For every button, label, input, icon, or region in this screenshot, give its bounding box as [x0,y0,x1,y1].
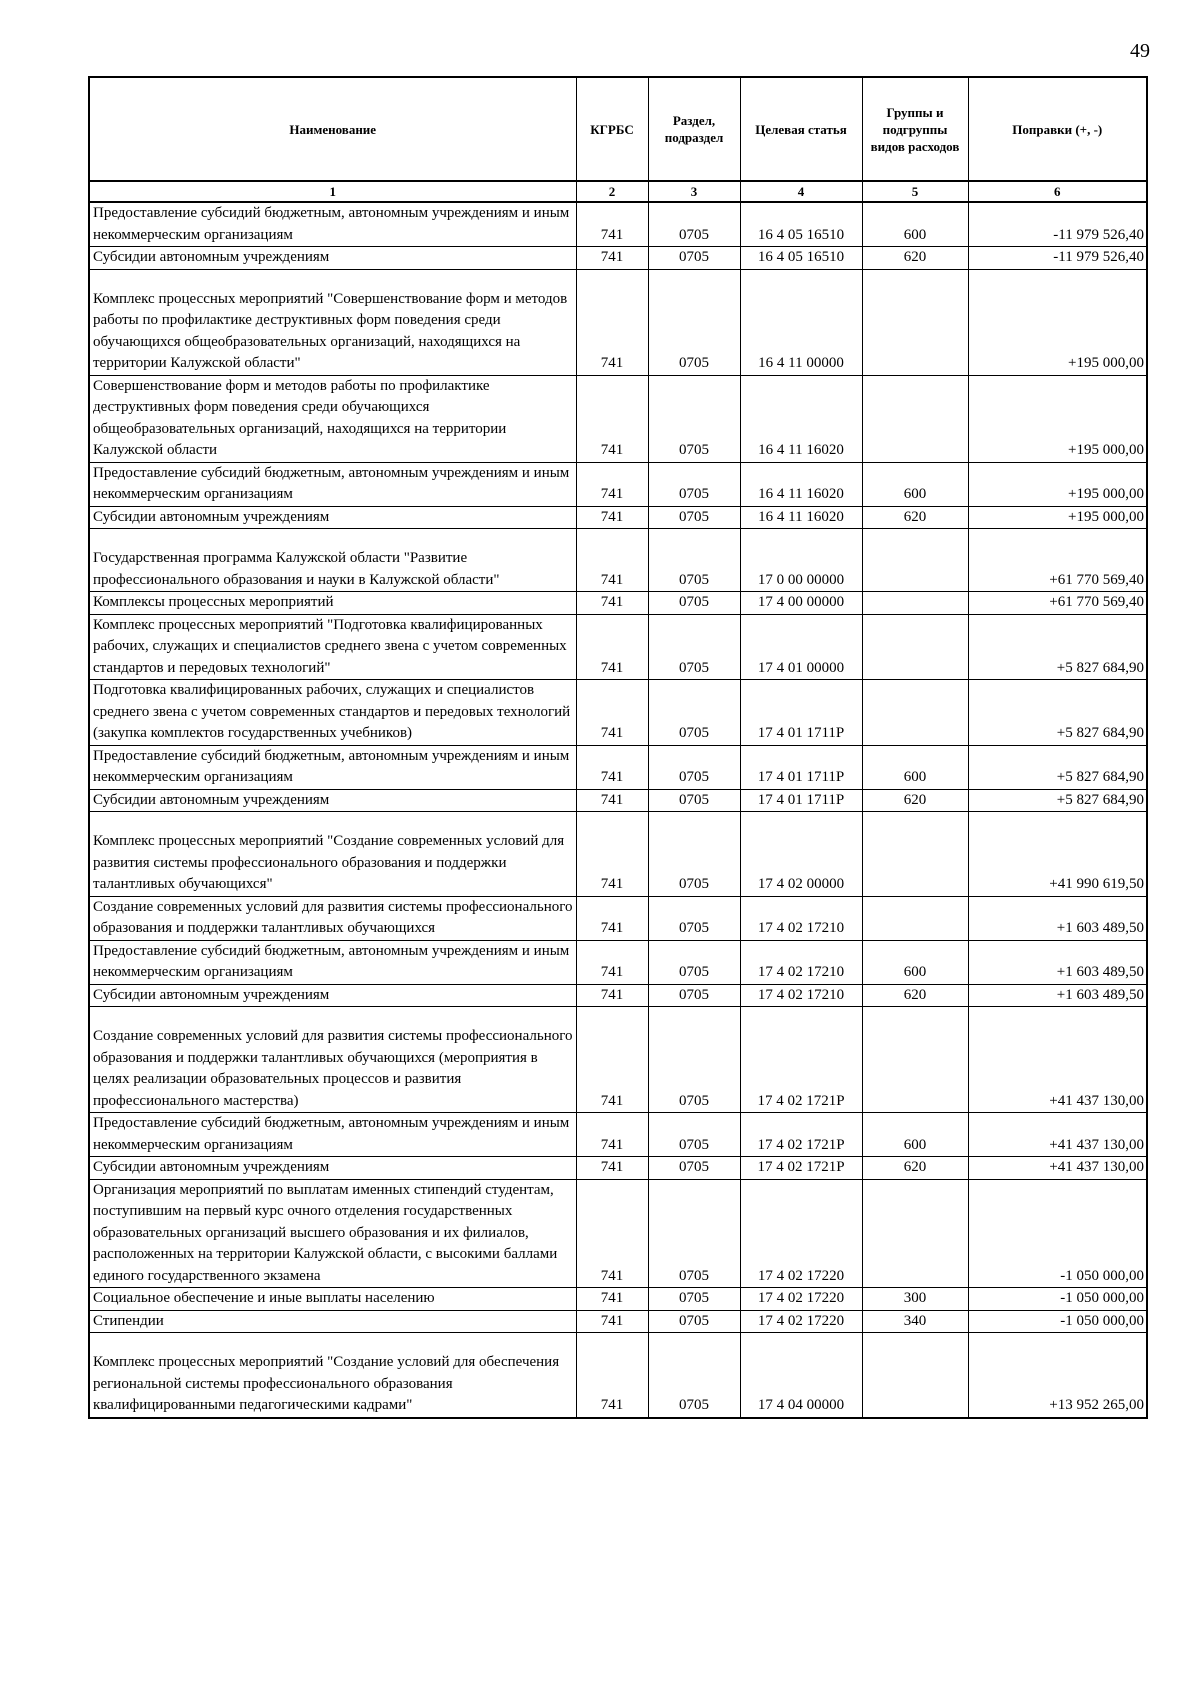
table-row [89,269,1147,375]
row-kgrbs: 741 [576,1157,648,1180]
row-kgrbs: 741 [576,1007,648,1113]
row-section: 0705 [648,529,740,592]
row-section: 0705 [648,1157,740,1180]
table-row [89,375,1147,462]
row-amount: +1 603 489,50 [968,896,1147,940]
table-row [89,984,1147,1007]
table-row [89,680,1147,746]
row-group [862,529,968,592]
header-groups: Группы и подгруппы видов расходов [862,77,968,181]
table-body [89,202,1147,1418]
row-name: Создание современных условий для развития системы профессионального образования и поддержки талантливых обучающихся (мероприятия в целях реализации образовательных процессов и развития профессионального мастерства) [89,1007,576,1113]
row-group: 620 [862,247,968,270]
row-target: 16 4 11 16020 [740,375,862,462]
row-target: 17 4 02 17220 [740,1288,862,1311]
row-kgrbs: 741 [576,812,648,897]
row-section: 0705 [648,506,740,529]
row-target: 16 4 11 16020 [740,462,862,506]
row-group: 600 [862,202,968,247]
row-section: 0705 [648,269,740,375]
row-group: 620 [862,506,968,529]
row-amount: +5 827 684,90 [968,789,1147,812]
row-amount: +195 000,00 [968,375,1147,462]
table-row [89,1288,1147,1311]
table-row [89,789,1147,812]
row-amount: +13 952 265,00 [968,1333,1147,1418]
row-target: 17 4 02 17220 [740,1179,862,1288]
table-row [89,462,1147,506]
row-name: Предоставление субсидий бюджетным, автономным учреждениям и иным некоммерческим организациям [89,940,576,984]
row-kgrbs: 741 [576,592,648,615]
row-group: 620 [862,1157,968,1180]
row-section: 0705 [648,789,740,812]
table-row [89,506,1147,529]
row-name: Государственная программа Калужской области "Развитие профессионального образования и науки в Калужской области" [89,529,576,592]
row-target: 17 4 02 17210 [740,896,862,940]
row-section: 0705 [648,745,740,789]
row-target: 17 0 00 00000 [740,529,862,592]
row-amount: +61 770 569,40 [968,592,1147,615]
table-row [89,1333,1147,1418]
table-row [89,1113,1147,1157]
header-number: 6 [968,181,1147,202]
row-name: Комплекс процессных мероприятий "Создание современных условий для развития системы профессионального образования и поддержки талантливых обучающихся" [89,812,576,897]
row-target: 16 4 05 16510 [740,247,862,270]
row-name: Совершенствование форм и методов работы по профилактике деструктивных форм поведения среди обучающихся общеобразовательных организаций, находящихся на территории Калужской области [89,375,576,462]
table-row [89,529,1147,592]
row-section: 0705 [648,375,740,462]
row-name: Предоставление субсидий бюджетным, автономным учреждениям и иным некоммерческим организациям [89,1113,576,1157]
row-group [862,614,968,680]
row-group [862,680,968,746]
row-kgrbs: 741 [576,940,648,984]
row-kgrbs: 741 [576,896,648,940]
row-section: 0705 [648,1007,740,1113]
row-section: 0705 [648,1288,740,1311]
row-amount: -1 050 000,00 [968,1310,1147,1333]
row-group: 600 [862,745,968,789]
row-name: Комплексы процессных мероприятий [89,592,576,615]
row-group [862,1333,968,1418]
row-kgrbs: 741 [576,462,648,506]
row-name: Субсидии автономным учреждениям [89,506,576,529]
table-row [89,247,1147,270]
row-kgrbs: 741 [576,1288,648,1311]
row-group [862,812,968,897]
row-amount: +1 603 489,50 [968,940,1147,984]
row-amount: -1 050 000,00 [968,1179,1147,1288]
row-name: Предоставление субсидий бюджетным, автономным учреждениям и иным некоммерческим организациям [89,462,576,506]
row-name: Социальное обеспечение и иные выплаты населению [89,1288,576,1311]
row-group [862,896,968,940]
row-section: 0705 [648,1179,740,1288]
header-number: 4 [740,181,862,202]
row-section: 0705 [648,1333,740,1418]
row-group: 340 [862,1310,968,1333]
row-amount: +5 827 684,90 [968,680,1147,746]
row-name: Комплекс процессных мероприятий "Совершенствование форм и методов работы по профилактике деструктивных форм поведения среди обучающихся общеобразовательных организаций, находящихся на территории Калужской области" [89,269,576,375]
row-kgrbs: 741 [576,789,648,812]
row-target: 17 4 01 1711Р [740,745,862,789]
row-kgrbs: 741 [576,269,648,375]
row-group [862,592,968,615]
row-amount: +41 437 130,00 [968,1113,1147,1157]
header-number: 2 [576,181,648,202]
row-amount: +1 603 489,50 [968,984,1147,1007]
row-name: Создание современных условий для развития системы профессионального образования и поддержки талантливых обучающихся [89,896,576,940]
table-row [89,1179,1147,1288]
row-section: 0705 [648,247,740,270]
table-header [89,77,1147,202]
row-target: 17 4 04 00000 [740,1333,862,1418]
row-name: Субсидии автономным учреждениям [89,247,576,270]
table-row [89,614,1147,680]
row-target: 17 4 02 1721Р [740,1157,862,1180]
row-name: Комплекс процессных мероприятий "Подготовка квалифицированных рабочих, служащих и специалистов среднего звена с учетом современных стандартов и передовых технологий" [89,614,576,680]
row-section: 0705 [648,1113,740,1157]
row-amount: +195 000,00 [968,506,1147,529]
row-target: 17 4 02 1721Р [740,1113,862,1157]
row-kgrbs: 741 [576,1179,648,1288]
row-amount: +41 437 130,00 [968,1157,1147,1180]
row-name: Организация мероприятий по выплатам именных стипендий студентам, поступившим на первый курс очного отделения государственных образовательных организаций высшего образования и их филиалов, расположенных на территории Калужской области, с высокими баллами единого государственного экзамена [89,1179,576,1288]
header-number: 5 [862,181,968,202]
row-amount: +5 827 684,90 [968,614,1147,680]
row-section: 0705 [648,896,740,940]
row-target: 17 4 01 1711Р [740,789,862,812]
table-row [89,202,1147,247]
row-target: 16 4 11 16020 [740,506,862,529]
row-target: 17 4 02 1721Р [740,1007,862,1113]
row-amount: +195 000,00 [968,462,1147,506]
header-amendments: Поправки (+, -) [968,77,1147,181]
row-group: 300 [862,1288,968,1311]
row-amount: -1 050 000,00 [968,1288,1147,1311]
row-name: Подготовка квалифицированных рабочих, служащих и специалистов среднего звена с учетом современных стандартов и передовых технологий (закупка комплектов государственных учебников) [89,680,576,746]
row-kgrbs: 741 [576,529,648,592]
row-section: 0705 [648,940,740,984]
row-target: 17 4 01 00000 [740,614,862,680]
row-name: Стипендии [89,1310,576,1333]
row-group [862,269,968,375]
row-kgrbs: 741 [576,1333,648,1418]
row-kgrbs: 741 [576,1310,648,1333]
row-amount: +41 437 130,00 [968,1007,1147,1113]
row-group [862,1007,968,1113]
row-section: 0705 [648,984,740,1007]
row-target: 16 4 11 00000 [740,269,862,375]
row-group: 620 [862,789,968,812]
row-amount: -11 979 526,40 [968,247,1147,270]
row-target: 17 4 02 17220 [740,1310,862,1333]
table-row [89,592,1147,615]
table-row [89,1007,1147,1113]
row-kgrbs: 741 [576,375,648,462]
row-amount: +61 770 569,40 [968,529,1147,592]
row-kgrbs: 741 [576,745,648,789]
row-amount: +195 000,00 [968,269,1147,375]
row-name: Комплекс процессных мероприятий "Создание условий для обеспечения региональной системы профессионального образования квалифицированными педагогическими кадрами" [89,1333,576,1418]
row-target: 16 4 05 16510 [740,202,862,247]
table-row [89,1157,1147,1180]
row-amount: +41 990 619,50 [968,812,1147,897]
row-section: 0705 [648,462,740,506]
header-name: Наименование [89,77,576,181]
table-row [89,896,1147,940]
row-group [862,1179,968,1288]
row-target: 17 4 02 17210 [740,984,862,1007]
row-kgrbs: 741 [576,984,648,1007]
row-section: 0705 [648,202,740,247]
header-kgrbs: КГРБС [576,77,648,181]
row-name: Субсидии автономным учреждениям [89,984,576,1007]
row-section: 0705 [648,1310,740,1333]
row-amount: +5 827 684,90 [968,745,1147,789]
row-target: 17 4 01 1711Р [740,680,862,746]
table-row [89,812,1147,897]
row-kgrbs: 741 [576,202,648,247]
row-section: 0705 [648,812,740,897]
row-kgrbs: 741 [576,614,648,680]
header-number: 1 [89,181,576,202]
header-number: 3 [648,181,740,202]
row-group: 600 [862,940,968,984]
row-kgrbs: 741 [576,680,648,746]
header-section: Раздел, подраздел [648,77,740,181]
row-kgrbs: 741 [576,1113,648,1157]
row-group [862,375,968,462]
row-group: 620 [862,984,968,1007]
table-row [89,1310,1147,1333]
budget-amendments-table [88,76,1148,1419]
table-row [89,940,1147,984]
row-target: 17 4 02 00000 [740,812,862,897]
row-section: 0705 [648,680,740,746]
row-section: 0705 [648,592,740,615]
row-target: 17 4 02 17210 [740,940,862,984]
table-row [89,745,1147,789]
header-target: Целевая статья [740,77,862,181]
row-group: 600 [862,1113,968,1157]
row-group: 600 [862,462,968,506]
row-name: Субсидии автономным учреждениям [89,789,576,812]
row-target: 17 4 00 00000 [740,592,862,615]
row-section: 0705 [648,614,740,680]
row-amount: -11 979 526,40 [968,202,1147,247]
page-number: 49 [1130,40,1150,62]
row-name: Предоставление субсидий бюджетным, автономным учреждениям и иным некоммерческим организациям [89,202,576,247]
row-name: Предоставление субсидий бюджетным, автономным учреждениям и иным некоммерческим организациям [89,745,576,789]
row-kgrbs: 741 [576,247,648,270]
row-kgrbs: 741 [576,506,648,529]
row-name: Субсидии автономным учреждениям [89,1157,576,1180]
